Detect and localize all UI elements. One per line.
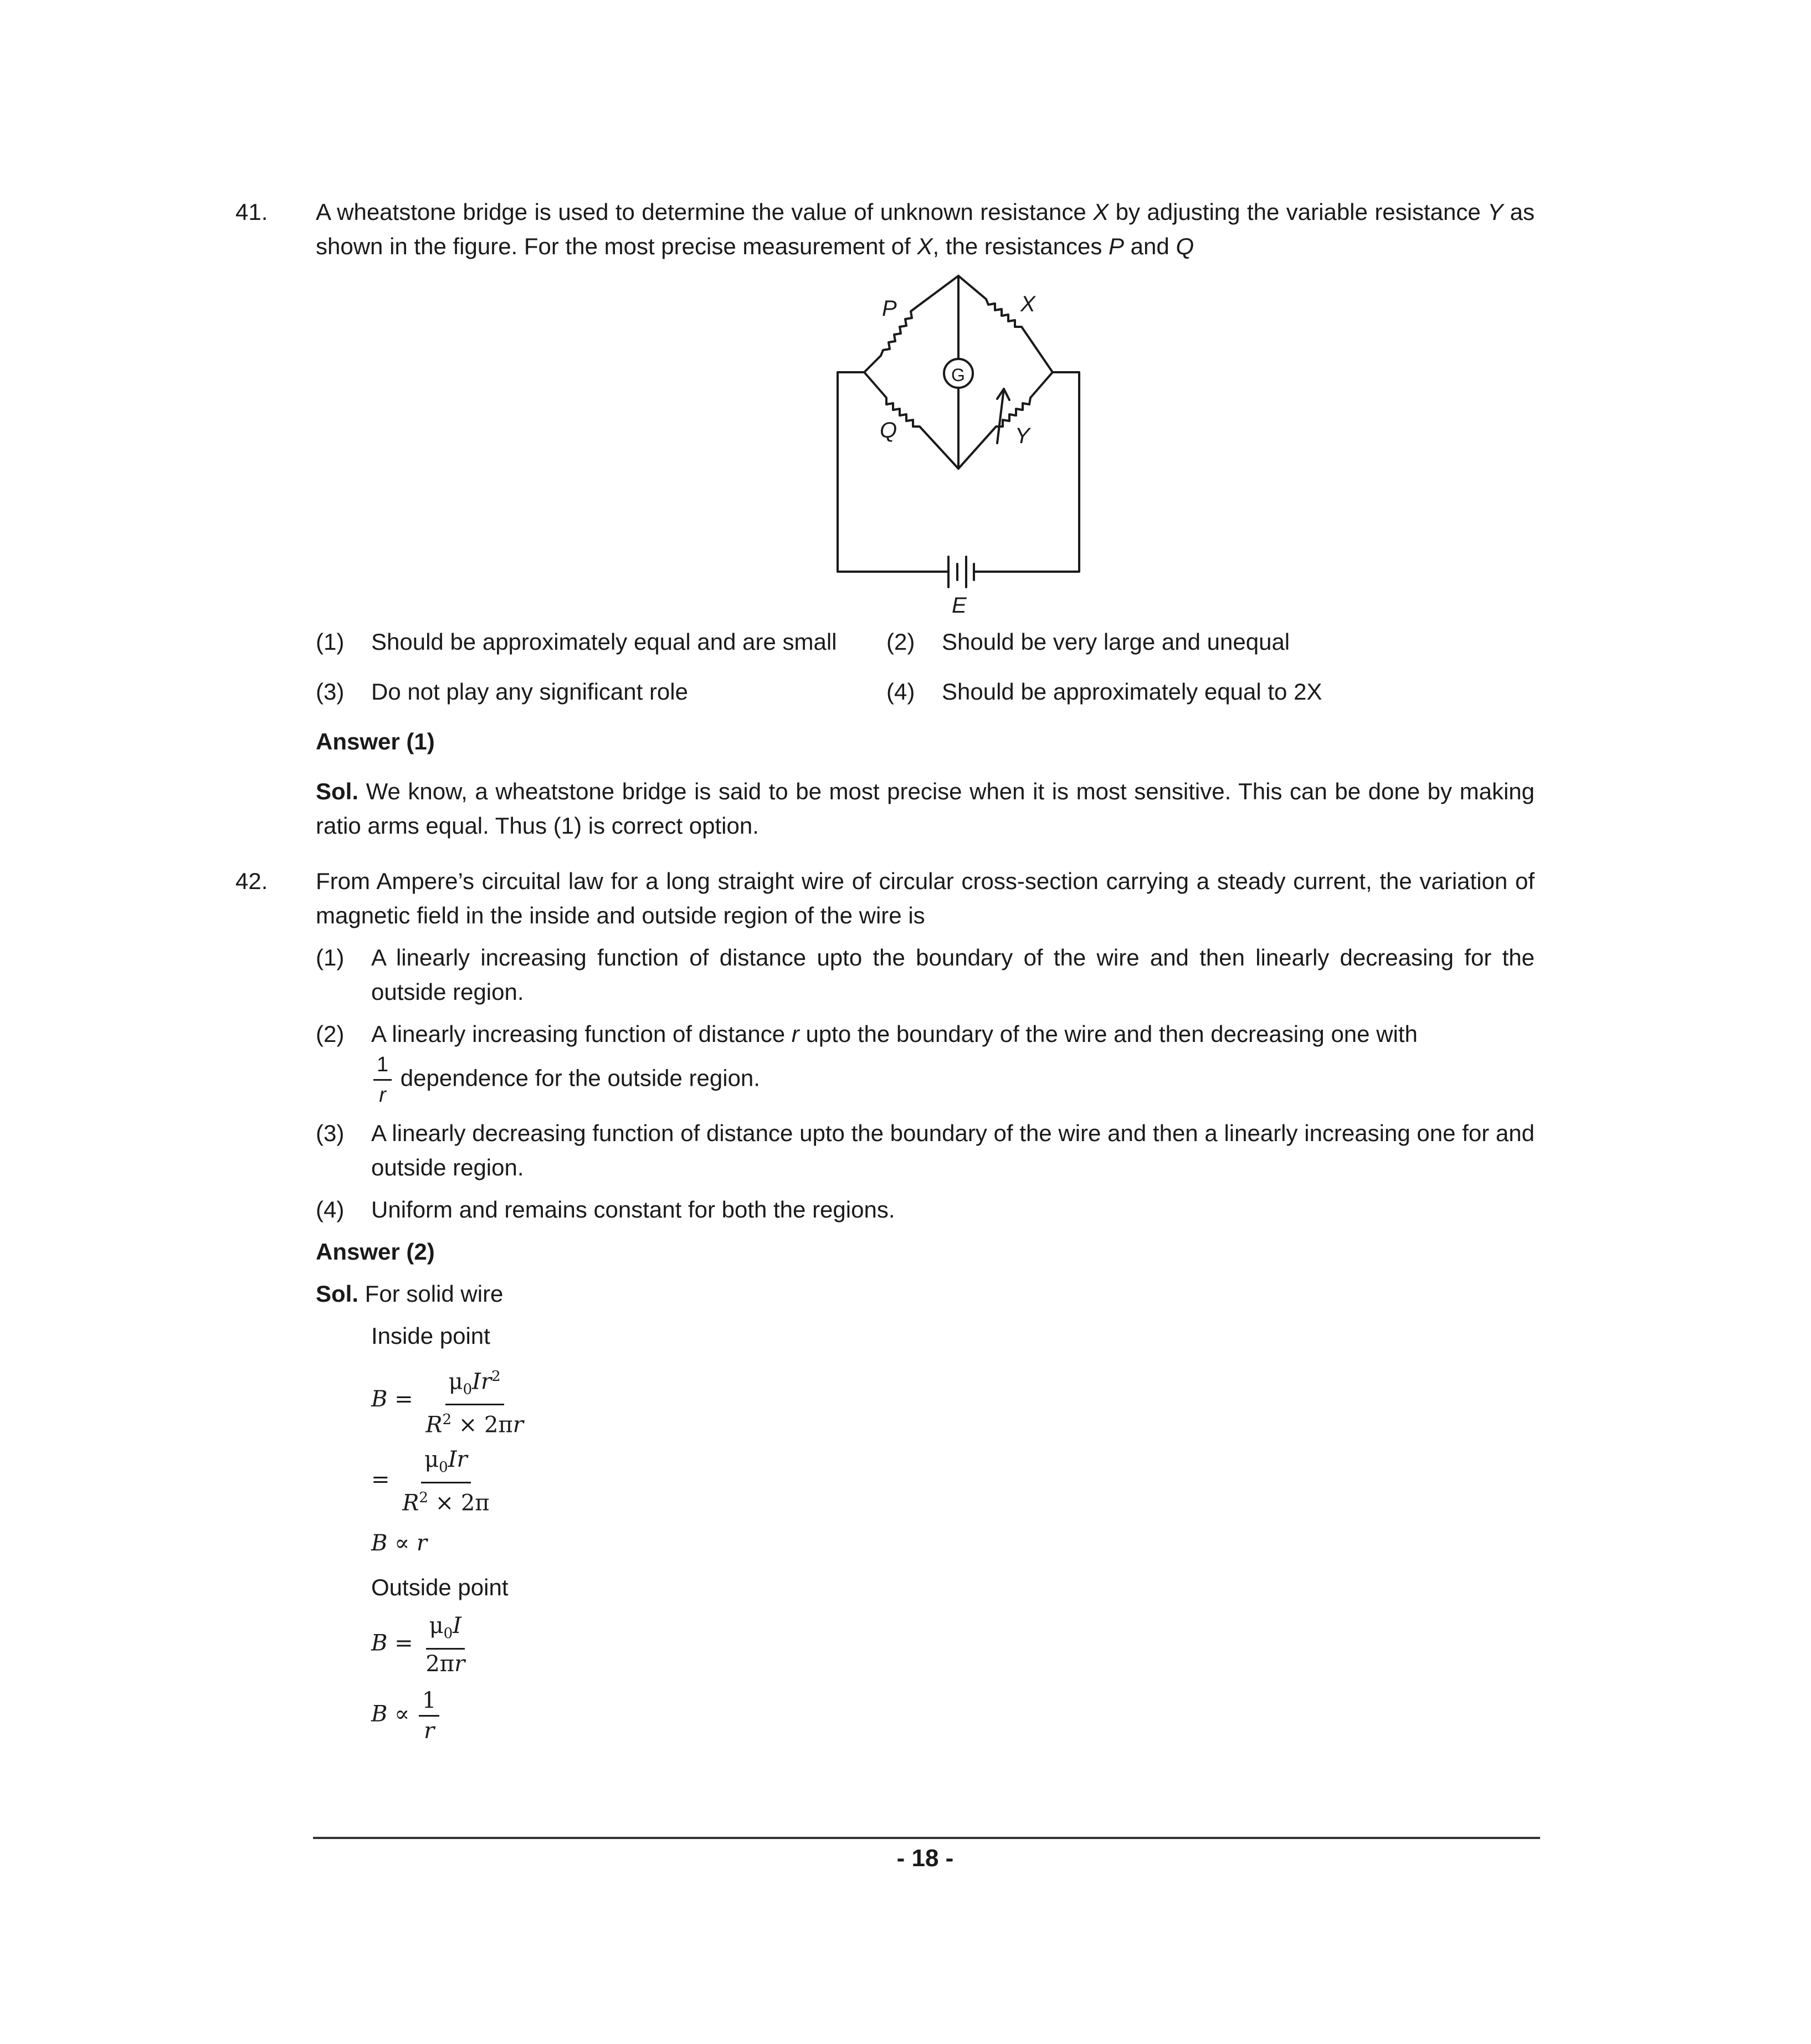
label-P: P — [882, 296, 897, 321]
question-number: 42. — [235, 868, 268, 894]
equation-outside-prop: B ∝ $\frac{1}{r}$ — [371, 1687, 1535, 1744]
option-2[interactable]: (2) A linearly increasing function of distance r upto the boundary of the wire and then decreasing one with $\frac{1}{r}$ dependence for the outside region. — [316, 1017, 1535, 1108]
solution: Sol. For solid wire — [316, 1281, 504, 1307]
equation-inside-prop: B ∝ r — [371, 1530, 428, 1556]
inside-point-label: Inside point — [371, 1323, 490, 1349]
page-number: - 18 - — [896, 1845, 954, 1872]
question-41 — [235, 195, 1535, 264]
option-1[interactable]: (1) Should be approximately equal and are small — [316, 629, 837, 655]
solution: Sol. We know, a wheatstone bridge is said to be most precise when it is most sensitive. This can be done by making ratio arms equal. Thus (1) is correct option. — [316, 778, 1535, 839]
resistor-P — [864, 276, 958, 372]
options-grid — [316, 625, 1535, 709]
option-4[interactable]: (4) Should be approximately equal to 2X — [886, 679, 1322, 705]
label-E: E — [952, 593, 967, 618]
outside-point-label: Outside point — [371, 1574, 509, 1600]
option-3[interactable]: (3) A linearly decreasing function of distance upto the boundary of the wire and then a linearly increasing one for and outside region. — [316, 1120, 1535, 1180]
wheatstone-bridge-diagram — [825, 270, 1091, 625]
fraction-one-over-r: $\frac{1}{r}$ — [373, 1051, 392, 1108]
label-Y: Y — [1015, 424, 1030, 448]
resistor-Q — [864, 372, 958, 469]
option-4[interactable]: (4) Uniform and remains constant for both the regions. — [316, 1196, 895, 1223]
solution-body — [316, 1319, 1535, 1744]
option-1[interactable]: (1) A linearly increasing function of distance upto the boundary of the wire and then linearly decreasing for the outside region. — [316, 944, 1535, 1005]
left-wire — [838, 372, 942, 572]
label-G: G — [951, 365, 965, 385]
question-text: From Ampere’s circuital law for a long straight wire of circular cross-section carrying a steady current, the variation of magnetic field in the inside and outside region of the wire is — [316, 868, 1535, 928]
question-number: 41. — [235, 199, 268, 225]
label-Q: Q — [880, 418, 897, 443]
option-3[interactable]: (3) Do not play any significant role — [316, 679, 688, 705]
question-41-body — [316, 625, 1535, 843]
answer: Answer (1) — [316, 728, 435, 754]
resistor-X — [958, 276, 1053, 372]
option-2[interactable]: (2) Should be very large and unequal — [886, 629, 1290, 655]
question-text: A wheatstone bridge is used to determine the value of unknown resistance X by adjusting the variable resistance Y as shown in the figure. For the most precise measurement of X, the resistances P and Q — [316, 199, 1535, 259]
question-42 — [235, 864, 1535, 1744]
footer-divider — [313, 1837, 1540, 1839]
right-wire — [976, 372, 1079, 572]
label-X: X — [1020, 292, 1035, 316]
equation-outside-1: B = $\frac{\mu_0I}{2\pi r}$ — [371, 1612, 465, 1677]
resistor-Y — [958, 372, 1053, 469]
equation-inside-1: B = $\frac{\mu_0Ir^2}{R^2 \times 2\pi r}$ — [371, 1363, 1535, 1439]
equation-inside-2: = $\frac{\mu_0Ir}{R^2 \times 2\pi}$ — [371, 1446, 490, 1516]
answer: Answer (2) — [316, 1239, 435, 1265]
